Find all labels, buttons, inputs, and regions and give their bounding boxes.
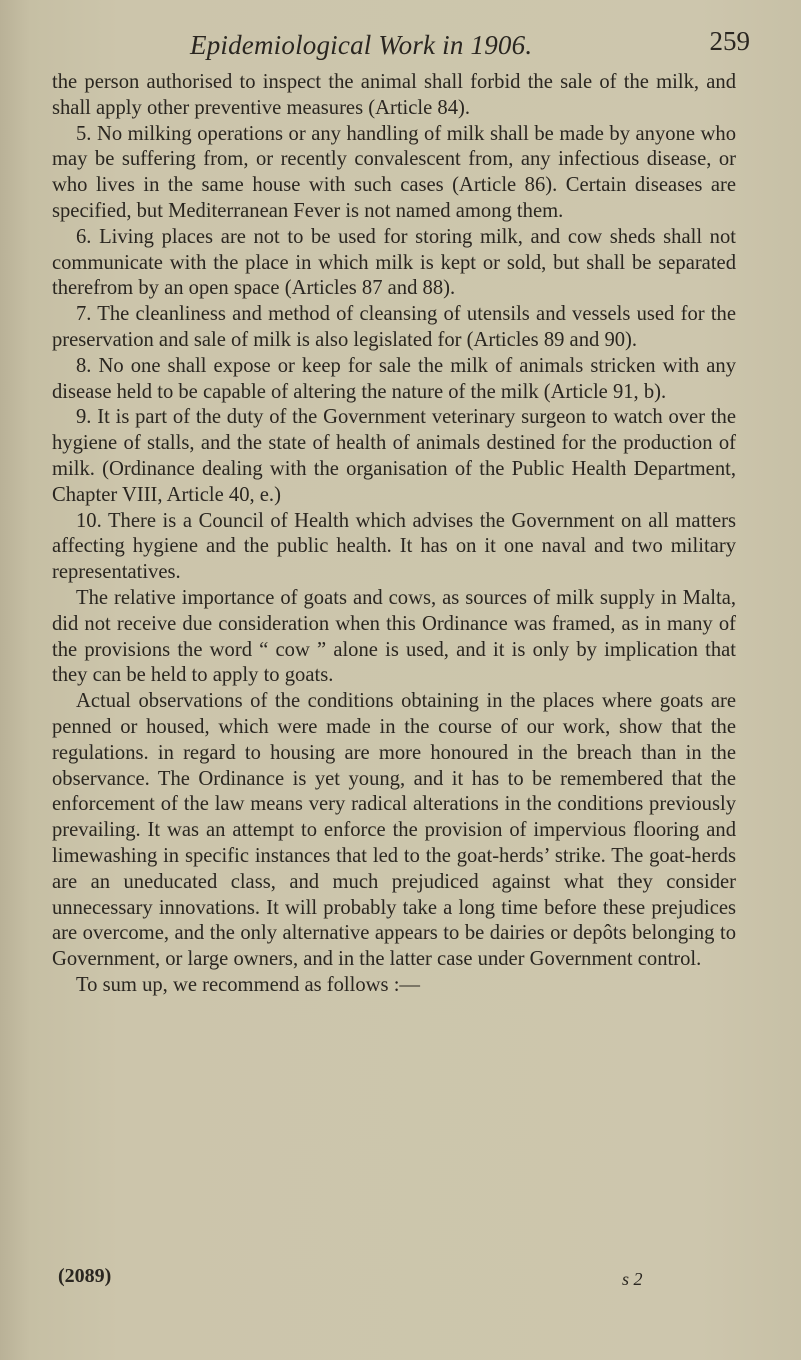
- paragraph-item-6: 6. Living places are not to be used for storing milk, and cow sheds shall not communicate with the place in which milk is kept or sold, but shall be separated therefrom by an open space (Articles 87 and 88).: [52, 225, 736, 300]
- paragraph-item-5: 5. No milking operations or any handling of milk shall be made by anyone who may be suffering from, or recently convalescent from, any infectious disease, or who lives in the same house with such cases (Article 86). Certain diseases are specified, but Mediterranean Fever is not named among them.: [52, 122, 736, 222]
- paragraph-sum-up: To sum up, we recommend as follows :—: [76, 973, 421, 996]
- running-head: Epidemiological Work in 1906.: [190, 30, 533, 60]
- paragraph-item-9: 9. It is part of the duty of the Government veterinary surgeon to watch over the hygiene of stalls, and the state of health of animals destined for the production of milk. (Ordinance dealing with the organisation of the Public Health Department, Chapter VIII, Article 40, e.): [52, 406, 736, 506]
- page-footer: [58, 1265, 698, 1295]
- paragraph-continued: the person authorised to inspect the animal shall forbid the sale of the milk, and shall apply other preventive measures (Article 84).: [52, 71, 736, 119]
- paragraph-observations: Actual observations of the conditions obtaining in the places where goats are penned or housed, which were made in the course of our work, show that the regulations. in regard to housing are more honoured in the breach than in the observance. The Ordinance is yet young, and it has to be remembered that the enforcement of the law means very radical alterations in the conditions previously prevailing. It was an attempt to enforce the provision of impervious flooring and limewashing in specific instances that led to the goat-herds’ strike. The goat-herds are an uneducated class, and much prejudiced against what they consider unnecessary innovations. It will probably take a long time before these prejudices are overcome, and the only alternative appears to be dairies or depôts belonging to Government, or large owners, and in the latter case under Government control.: [52, 690, 736, 971]
- paragraph-item-7: 7. The cleanliness and method of cleansing of utensils and vessels used for the preservation and sale of milk is also legislated for (Articles 89 and 90).: [52, 303, 736, 351]
- page-header: [50, 20, 750, 60]
- sheet-code: (2089): [58, 1265, 112, 1287]
- paragraph-item-8: 8. No one shall expose or keep for sale the milk of animals stricken with any disease held to be capable of altering the nature of the milk (Article 91, b).: [52, 354, 736, 403]
- page-number: 259: [709, 26, 750, 56]
- signature-mark: s 2: [622, 1269, 643, 1289]
- body-text: [52, 70, 736, 999]
- paragraph-goats-and-cows: The relative importance of goats and cows, as sources of milk supply in Malta, did not receive due consideration when this Ordinance was framed, as in many of the provisions the word “ cow ” alone is used, and it is only by implication that they can be held to apply to goats.: [52, 586, 736, 687]
- paragraph-item-10: 10. There is a Council of Health which advises the Government on all matters affecting hygiene and the public health. It has on it one naval and two military representatives.: [52, 509, 736, 584]
